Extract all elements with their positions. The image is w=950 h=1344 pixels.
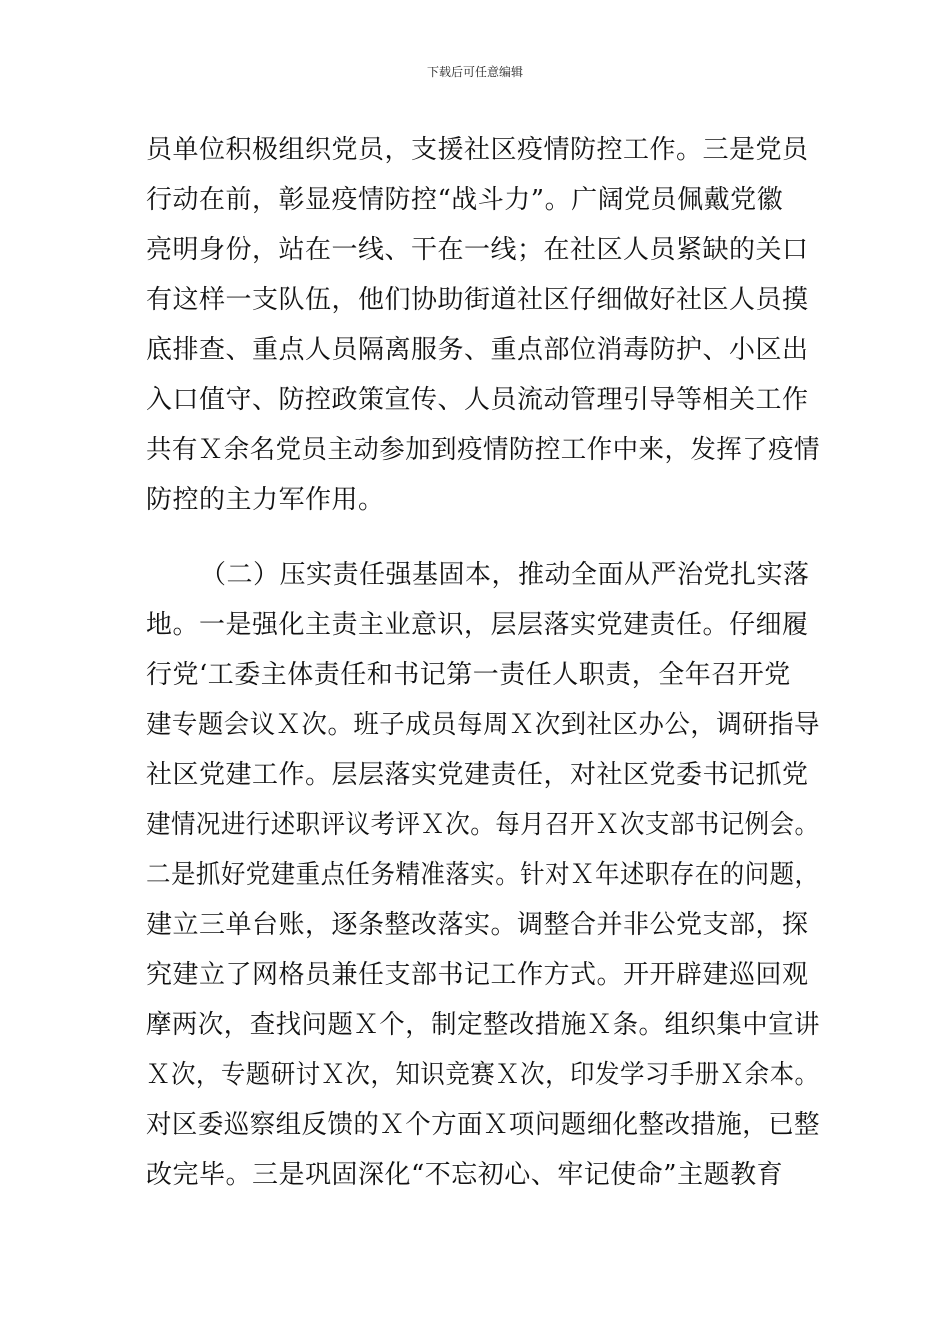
page-header: 下载后可任意编辑 <box>426 65 523 79</box>
text-line: 行党‘工委主体责任和书记第一责任人职责，全年召开党 <box>146 660 791 690</box>
text-line: 建情况进行述职评议考评Ｘ次。每月召开Ｘ次支部书记例会。 <box>146 810 820 840</box>
text-line: 有这样一支队伍，他们协助街道社区仔细做好社区人员摸 <box>146 285 809 315</box>
text-line: 摩两次，查找问题Ｘ个，制定整改措施Ｘ条。组织集中宣讲 <box>146 1010 820 1040</box>
text-line: 究建立了网格员兼任支部书记工作方式。开开辟建巡回观 <box>146 960 809 990</box>
text-line: 建立三单台账，逐条整改落实。调整合并非公党支部，探 <box>146 910 809 940</box>
text-line: 改完毕。三是巩固深化“不忘初心、牢记使命”主题教育 <box>146 1160 784 1190</box>
text-line: 防控的主力军作用。 <box>146 485 385 515</box>
text-line: 亮明身份，站在一线、干在一线；在社区人员紧缺的关口 <box>146 235 809 265</box>
text-line: 对区委巡察组反馈的Ｘ个方面Ｘ项问题细化整改措施，已整 <box>146 1110 820 1140</box>
text-line: 底排查、重点人员隔离服务、重点部位消毒防护、小区出 <box>146 335 809 365</box>
text-line: 地。一是强化主责主业意识，层层落实党建责任。仔细履 <box>146 610 809 640</box>
text-line: 共有Ｘ余名党员主动参加到疫情防控工作中来，发挥了疫情 <box>146 435 820 465</box>
text-line: （二）压实责任强基固本，推动全面从严治党扎实落 <box>200 560 810 590</box>
text-line: 建专题会议Ｘ次。班子成员每周Ｘ次到社区办公，调研指导 <box>146 710 820 740</box>
text-line: 社区党建工作。层层落实党建责任，对社区党委书记抓党 <box>146 760 809 790</box>
text-line: 二是抓好党建重点任务精准落实。针对Ｘ年述职存在的问题， <box>146 860 820 890</box>
text-line: 员单位积极组织党员，支援社区疫情防控工作。三是党员 <box>146 135 809 165</box>
text-line: Ｘ次，专题研讨Ｘ次，知识竞赛Ｘ次，印发学习手册Ｘ余本。 <box>146 1060 820 1090</box>
text-line: 行动在前，彰显疫情防控“战斗力”。广阔党员佩戴党徽 <box>146 185 784 215</box>
text-line: 入口值守、防控政策宣传、人员流动管理引导等相关工作 <box>146 385 809 415</box>
